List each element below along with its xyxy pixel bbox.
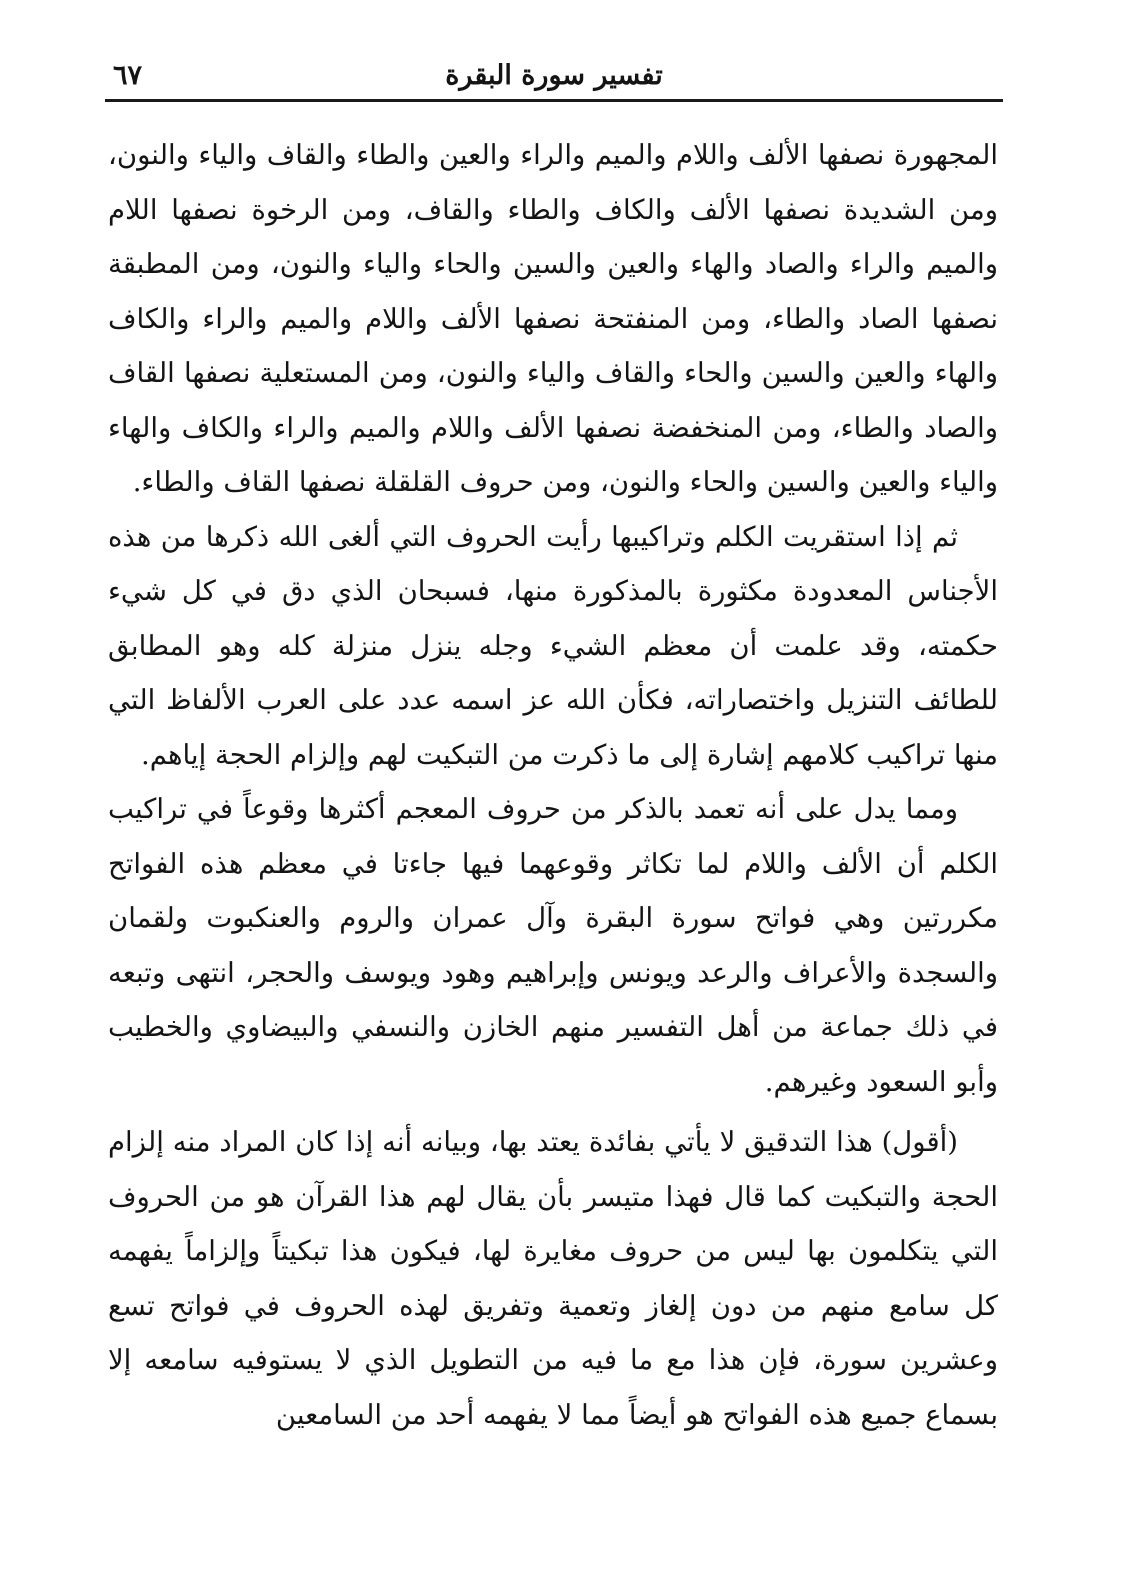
page-body [108, 128, 998, 1442]
page-number: ٦٧ [113, 60, 143, 91]
paragraph-3: ومما يدل على أنه تعمد بالذكر من حروف المعجم أكثرها وقوعاً في تراكيب الكلم أن الألف واللام لما تكاثر وقوعهما فيها جاءتا في معظم هذه الفواتح مكررتين وهي فواتح سورة البقرة وآل عمران والروم والعنكبوت ولقمان والسجدة والأعراف والرعد ويونس وإبراهيم وهود ويوسف والحجر، انتهى وتبعه في ذلك جماعة من أهل التفسير منهم الخازن والنسفي والبيضاوي والخطيب وأبو السعود وغيرهم. [108, 793, 998, 1098]
running-header [105, 52, 1003, 100]
header-rule [105, 99, 1003, 102]
paragraph-4: (أقول) هذا التدقيق لا يأتي بفائدة يعتد بها، وبيانه أنه إذا كان المراد منه إلزام الحجة والتبكيت كما قال فهذا متيسر بأن يقال لهم هذا القرآن هو من الحروف التي يتكلمون بها ليس من حروف مغايرة لها، فيكون هذا تبكيتاً وإلزاماً يفهمه كل سامع منهم من دون إلغاز وتعمية وتفريق لهذه الحروف في فواتح تسع وعشرين سورة، فإن هذا مع ما فيه من التطويل الذي لا يستوفيه سامعه إلا بسماع جميع هذه الفواتح هو أيضاً مما لا يفهمه أحد من السامعين [108, 1126, 998, 1431]
paragraph-1: المجهورة نصفها الألف واللام والميم والراء والعين والطاء والقاف والياء والنون، ومن الشديدة نصفها الألف والكاف والطاء والقاف، ومن الرخوة نصفها اللام والميم والراء والصاد والهاء والعين والسين والحاء والياء والنون، ومن المطبقة نصفها الصاد والطاء، ومن المنفتحة نصفها الألف واللام والميم والراء والكاف والهاء والعين والسين والحاء والقاف والياء والنون، ومن المستعلية نصفها القاف والصاد والطاء، ومن المنخفضة نصفها الألف واللام والميم والراء والكاف والهاء والياء والعين والسين والحاء والنون، ومن حروف القلقلة نصفها القاف والطاء. [108, 139, 998, 498]
paragraph-2: ثم إذا استقريت الكلم وتراكيبها رأيت الحروف التي ألغى الله ذكرها من هذه الأجناس المعدودة مكثورة بالمذكورة منها، فسبحان الذي دق في كل شيء حكمته، وقد علمت أن معظم الشيء وجله ينزل منزلة كله وهو المطابق للطائف التنزيل واختصاراته، فكأن الله عز اسمه عدد على العرب الألفاظ التي منها تراكيب كلامهم إشارة إلى ما ذكرت من التبكيت لهم وإلزام الحجة إياهم. [108, 520, 998, 771]
header-title: تفسير سورة البقرة [445, 60, 663, 91]
